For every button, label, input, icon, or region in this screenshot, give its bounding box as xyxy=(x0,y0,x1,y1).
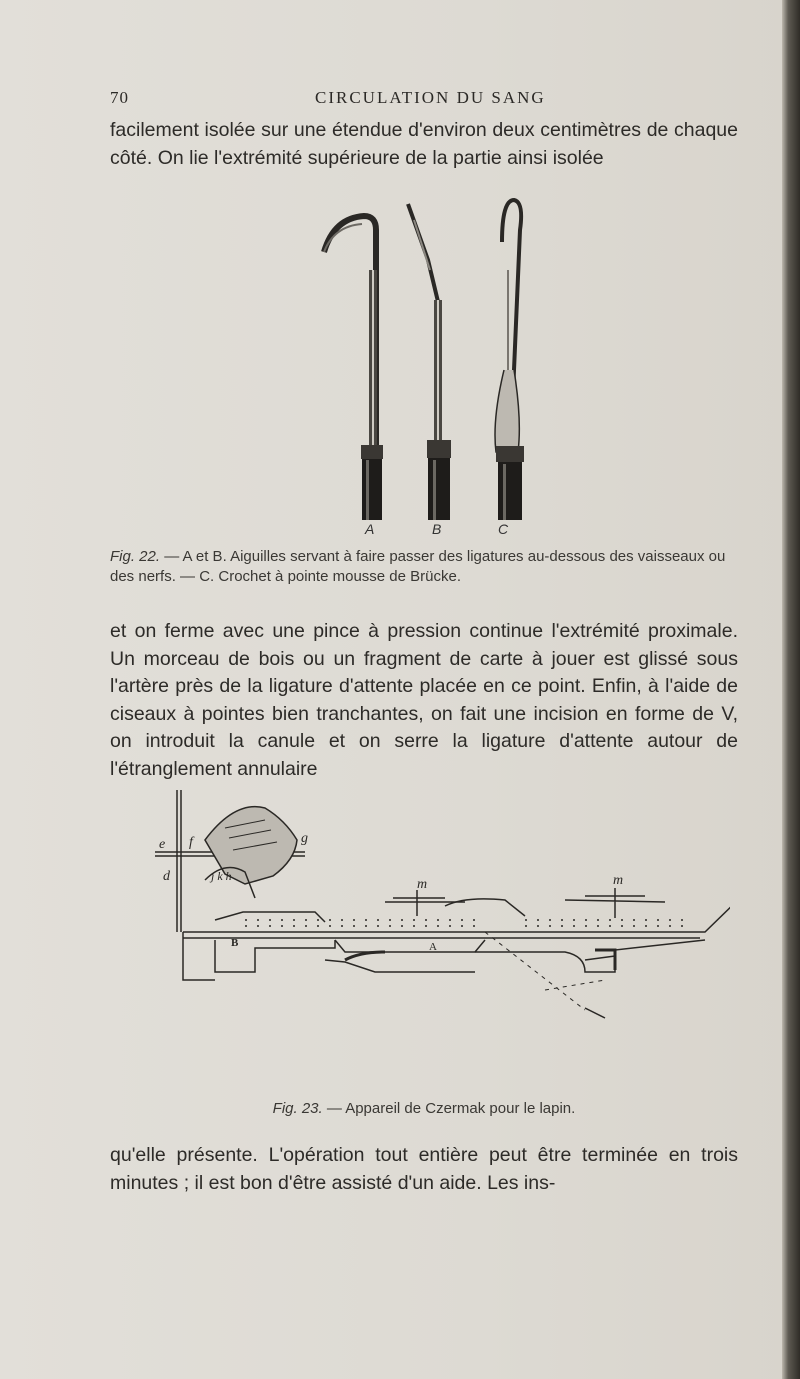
figure-23-caption xyxy=(110,1099,738,1119)
figure-22-illustration xyxy=(300,190,560,520)
figure-22-caption-label: Fig. 22. xyxy=(110,548,161,565)
figure-22-letter-c: C xyxy=(498,521,509,537)
figure-23-letter-b: B xyxy=(231,937,239,949)
figure-23-letter-f: f xyxy=(189,835,193,850)
figure-23-caption-text: — Appareil de Czermak pour le lapin. xyxy=(322,1100,576,1117)
figure-23-letter-e: e xyxy=(159,837,166,852)
page-header xyxy=(110,88,730,112)
figure-22-caption-text: — A et B. Aiguilles servant à faire passer des ligatures au-dessous des vaisseaux ou des nerfs. — C. Crochet à pointe mousse de Brücke. xyxy=(110,548,726,585)
figure-22-letter-a: A xyxy=(365,521,375,537)
paragraph-2: et on ferme avec une pince à pression continue l'extrémité proximale. Un morceau de bois ou un fragment de carte à jouer est glissé sous l'artère près de la ligature d'attente placée en ce point. Enfin, à l'aide de ciseaux à pointes bien tranchantes, on fait une incision en forme de V, on introduit la canule et on serre la ligature d'attente autour de l'étranglement annulaire xyxy=(110,620,738,780)
figure-22-letter-b: B xyxy=(432,521,442,537)
figure-23-illustration xyxy=(145,780,730,1090)
figure-23-caption-label: Fig. 23. xyxy=(272,1100,323,1117)
page-number: 70 xyxy=(110,88,129,107)
needle-b xyxy=(408,204,451,520)
figure-23-letter-m2: m xyxy=(613,873,624,888)
figure-23-letter-m1: m xyxy=(417,877,428,892)
figure-23-letter-a: A xyxy=(429,941,437,953)
paragraph-1: facilement isolée sur une étendue d'environ deux centimètres de chaque côté. On lie l'extrémité supérieure de la partie ainsi isolée xyxy=(110,119,738,169)
needle-a xyxy=(324,216,383,520)
figure-23-letter-g: g xyxy=(301,831,308,846)
figure-22-caption xyxy=(110,547,738,587)
paragraph-3: qu'elle présente. L'opération tout entière peut être terminée en trois minutes ; il est bon d'être assisté d'un aide. Les ins- xyxy=(110,1144,738,1194)
figure-23-letters-jkh: j k h xyxy=(211,869,232,883)
hook-c xyxy=(495,200,524,520)
figure-23-letter-d: d xyxy=(163,869,170,884)
book-binding-edge xyxy=(782,0,800,1379)
figure-22-letters xyxy=(365,521,565,541)
running-head: CIRCULATION DU SANG xyxy=(315,88,546,107)
